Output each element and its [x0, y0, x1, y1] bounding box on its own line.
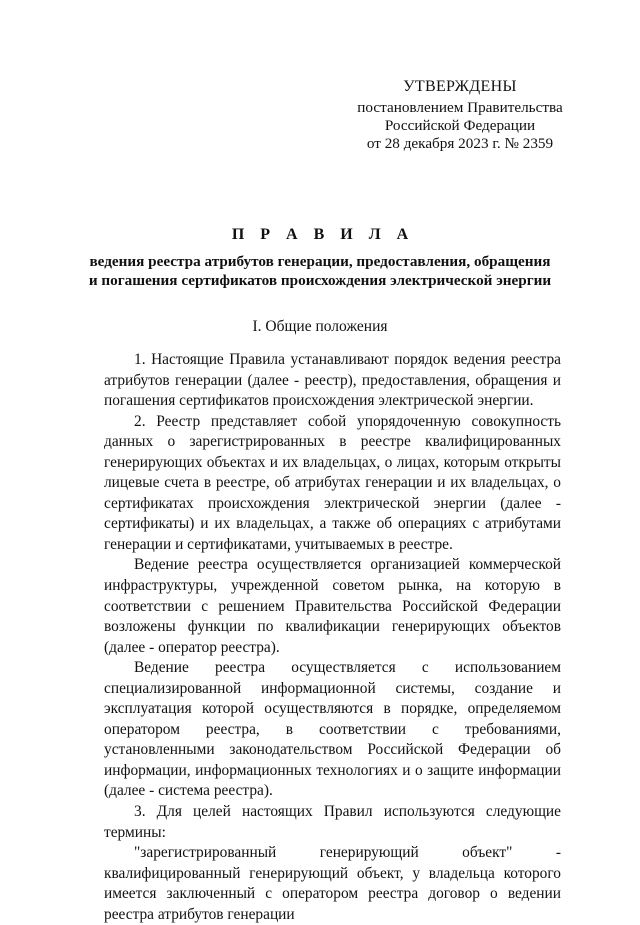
- approval-stamp: [345, 78, 575, 153]
- document-body: [104, 350, 561, 925]
- document-title: [60, 226, 580, 290]
- paragraph: 3. Для целей настоящих Правил используются следующие термины:: [104, 803, 561, 841]
- paragraph: Ведение реестра осуществляется организацией коммерческой инфраструктуры, учрежденной советом рынка, на которую в соответствии с решением Правительства Российской Федерации возложены функции по квалификации генерирующих объектов (далее - оператор реестра).: [104, 556, 561, 656]
- title-rules: П Р А В И Л А: [231, 226, 415, 243]
- section-heading: I. Общие положения: [252, 318, 388, 335]
- paragraph: 2. Реестр представляет собой упорядоченную совокупность данных о зарегистрированных в реестре квалифицированных генерирующих объектах и их владельцах, о лицах, которым открыты лицевые счета в реестре, об атрибутах генерации и их владельцах, о сертификатах происхождения электрической энергии (далее - сертификаты) и их владельцах, а также об операциях с атрибутами генерации и сертификатами, учитываемых в реестре.: [104, 412, 561, 553]
- approval-heading: УТВЕРЖДЕНЫ: [403, 78, 517, 95]
- title-subtitle-line-2: и погашения сертификатов происхождения электрической энергии: [88, 272, 552, 289]
- paragraph: Ведение реестра осуществляется с использованием специализированной информационной системы, создание и эксплуатация которой осуществляются в порядке, определяемом оператором реестра, в соответствии с требованиями, установленными законодательством Российской Федерации об информации, информационных технологиях и о защите информации (далее - система реестра).: [104, 659, 561, 800]
- paragraph: "зарегистрированный генерирующий объект" - квалифицированный генерирующий объект, у владельца которого имеется заключенный с оператором реестра договор о ведении реестра атрибутов генерации: [104, 844, 561, 923]
- paragraph: 1. Настоящие Правила устанавливают порядок ведения реестра атрибутов генерации (далее - реестр), предоставления, обращения и погашения сертификатов происхождения электрической энергии.: [104, 351, 561, 410]
- approval-line-2: Российской Федерации: [384, 117, 536, 134]
- title-subtitle-line-1: ведения реестра атрибутов генерации, предоставления, обращения: [89, 253, 551, 270]
- approval-line-1: постановлением Правительства: [357, 99, 563, 116]
- approval-line-3: от 28 декабря 2023 г. № 2359: [366, 135, 554, 152]
